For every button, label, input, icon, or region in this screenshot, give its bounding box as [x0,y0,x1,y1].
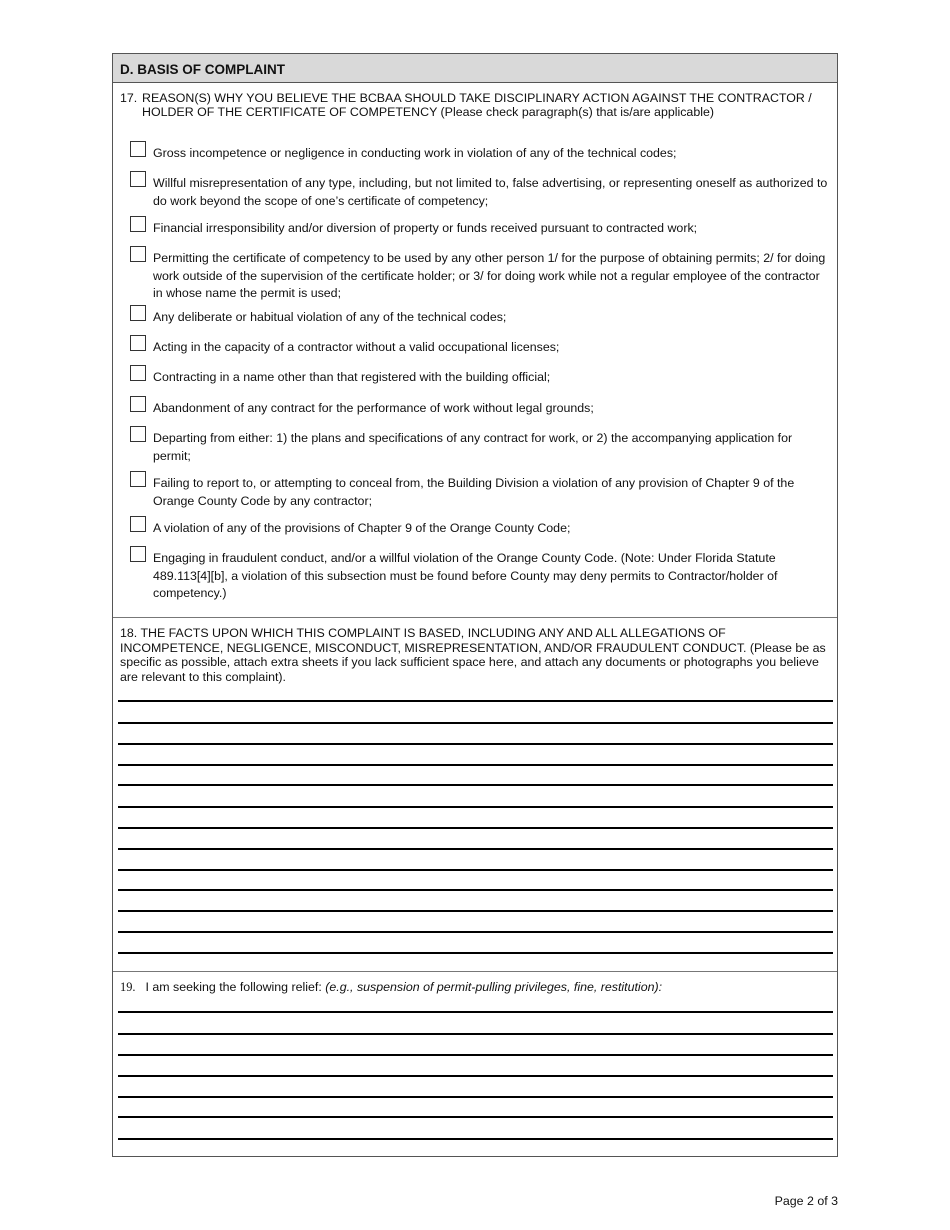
checkbox-fraudulent-conduct[interactable] [130,546,146,562]
relief-answer-line[interactable] [118,1138,833,1140]
facts-answer-line[interactable] [118,889,833,891]
facts-answer-line[interactable] [118,827,833,829]
option-chapter-9-violation [130,520,830,538]
checkbox-departing-from-plans[interactable] [130,426,146,442]
option-no-valid-license [130,339,830,357]
question-19-number: 19. [120,980,136,994]
option-unregistered-name [130,369,830,387]
option-failing-to-report [130,475,830,510]
section-title: D. BASIS OF COMPLAINT [120,62,285,77]
option-financial-irresponsibility [130,220,830,238]
option-label: Failing to report to, or attempting to conceal from, the Building Division a violation of any provision of Chapter 9 of the Orange County Code by any contractor; [153,476,795,508]
facts-answer-line[interactable] [118,764,833,766]
checkbox-unregistered-name[interactable] [130,365,146,381]
page-number: Page 2 of 3 [774,1194,838,1208]
basis-of-complaint-form [112,53,838,1157]
section-divider [113,617,837,618]
facts-answer-line[interactable] [118,784,833,786]
option-gross-incompetence [130,145,830,163]
option-label: Abandonment of any contract for the performance of work without legal grounds; [153,401,594,415]
relief-answer-line[interactable] [118,1054,833,1056]
option-departing-from-plans [130,430,830,465]
option-fraudulent-conduct [130,550,830,603]
option-label: Financial irresponsibility and/or diversion of property or funds received pursuant to contracted work; [153,221,698,235]
question-17 [120,91,826,119]
facts-answer-line[interactable] [118,806,833,808]
checkbox-permitting-certificate-use[interactable] [130,246,146,262]
checkbox-gross-incompetence[interactable] [130,141,146,157]
facts-answer-line[interactable] [118,952,833,954]
question-19-example: (e.g., suspension of permit-pulling privileges, fine, restitution): [325,980,663,994]
option-label: Willful misrepresentation of any type, including, but not limited to, false advertising, or representing oneself as authorized to do work beyond the scope of one’s certificate of competency; [153,176,828,208]
option-label: Permitting the certificate of competency to be used by any other person 1/ for the purpose of obtaining permits; 2/ for doing work outside of the supervision of the certificate holder; or 3/ for doing work while not a regular employee of the contractor in whose name the permit is used; [153,251,826,300]
option-label: Contracting in a name other than that registered with the building official; [153,370,551,384]
option-label: Any deliberate or habitual violation of any of the technical codes; [153,310,507,324]
checkbox-deliberate-violation[interactable] [130,305,146,321]
option-label: Engaging in fraudulent conduct, and/or a willful violation of the Orange County Code. (Note: Under Florida Statute 489.113[4][b], a violation of this subsection must be found before County may deny permits to Contractor/holder of competency.) [153,551,778,600]
section-divider [113,971,837,972]
question-18-text: 18. THE FACTS UPON WHICH THIS COMPLAINT IS BASED, INCLUDING ANY AND ALL ALLEGATIONS OF INCOMPETENCE, NEGLIGENCE, MISCONDUCT, MISREPRESENTATION, AND/OR FRAUDULENT CONDUCT. (Please be as specific as possible, attach extra sheets if you lack sufficient space here, and attach any documents or photographs you believe are relevant to this complaint). [120,626,826,684]
relief-answer-line[interactable] [118,1075,833,1077]
relief-answer-line[interactable] [118,1116,833,1118]
checkbox-abandonment[interactable] [130,396,146,412]
facts-answer-line[interactable] [118,722,833,724]
relief-answer-line[interactable] [118,1033,833,1035]
section-header [113,54,837,83]
option-label: Departing from either: 1) the plans and specifications of any contract for work, or 2) the accompanying application for permit; [153,431,793,463]
checkbox-financial-irresponsibility[interactable] [130,216,146,232]
checkbox-failing-to-report[interactable] [130,471,146,487]
relief-answer-line[interactable] [118,1011,833,1013]
option-abandonment [130,400,830,418]
question-19-text: I am seeking the following relief: [145,980,326,994]
facts-answer-line[interactable] [118,743,833,745]
question-17-text: REASON(S) WHY YOU BELIEVE THE BCBAA SHOULD TAKE DISCIPLINARY ACTION AGAINST THE CONTRACTOR / HOLDER OF THE CERTIFICATE OF COMPETENCY (Please check paragraph(s) that is/are applicable) [142,91,812,119]
relief-answer-line[interactable] [118,1096,833,1098]
option-permitting-certificate-use [130,250,830,303]
facts-answer-line[interactable] [118,910,833,912]
option-label: A violation of any of the provisions of Chapter 9 of the Orange County Code; [153,521,571,535]
option-willful-misrepresentation [130,175,830,210]
option-label: Gross incompetence or negligence in conducting work in violation of any of the technical codes; [153,146,677,160]
checkbox-chapter-9-violation[interactable] [130,516,146,532]
question-17-number: 17. [120,91,138,105]
checkbox-willful-misrepresentation[interactable] [130,171,146,187]
facts-answer-line[interactable] [118,931,833,933]
option-deliberate-violation [130,309,830,327]
question-19 [120,980,830,994]
facts-answer-line[interactable] [118,700,833,702]
facts-answer-line[interactable] [118,869,833,871]
question-18 [120,626,830,684]
option-label: Acting in the capacity of a contractor without a valid occupational licenses; [153,340,560,354]
checkbox-no-valid-license[interactable] [130,335,146,351]
facts-answer-line[interactable] [118,848,833,850]
